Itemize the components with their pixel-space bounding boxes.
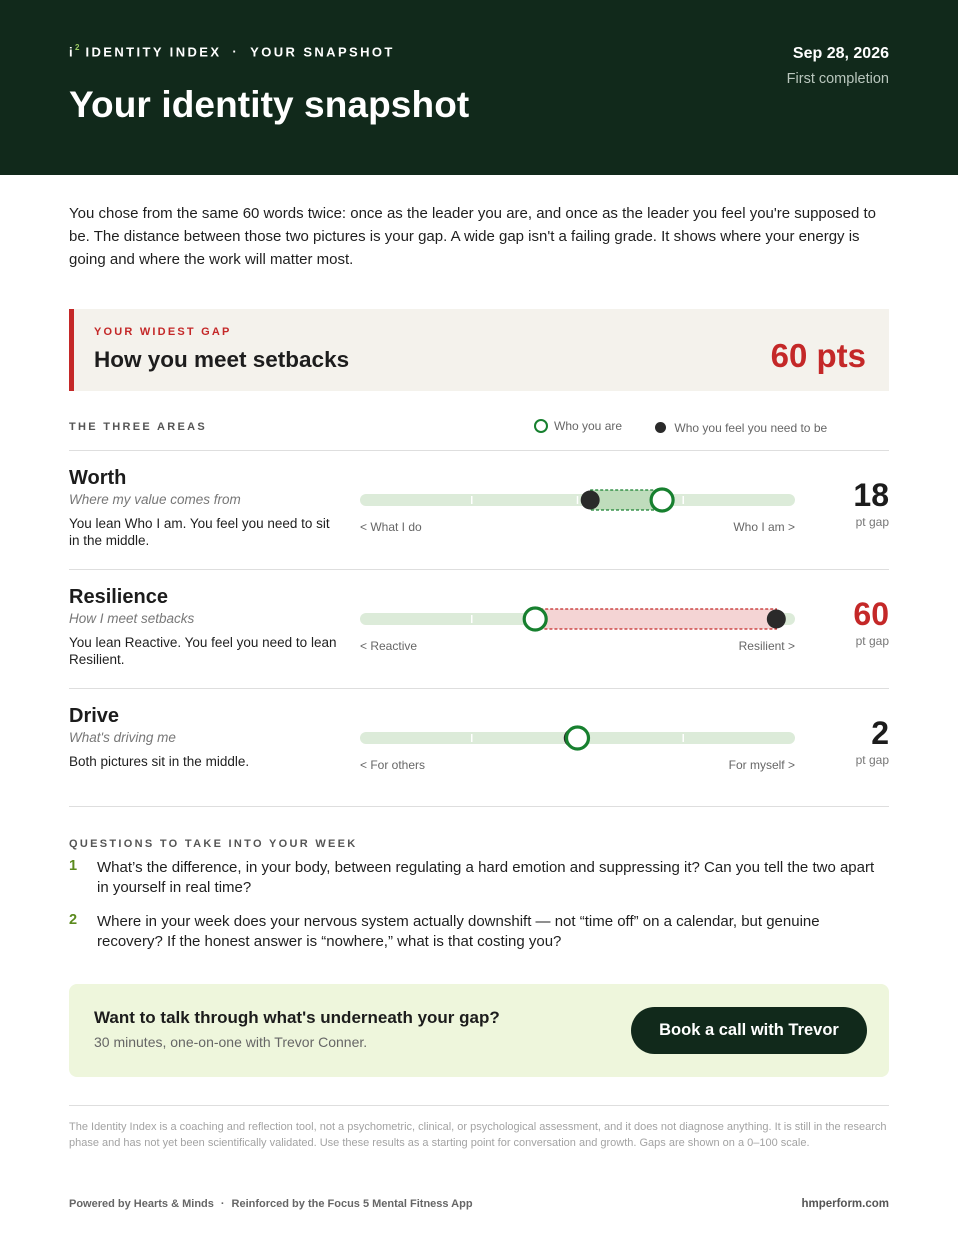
gap-band xyxy=(535,609,776,629)
completion-status: First completion xyxy=(786,71,889,87)
divider xyxy=(69,806,889,807)
filled-circle-icon xyxy=(655,422,666,433)
scale-left-label: < For others xyxy=(360,758,426,772)
powered-by: Powered by Hearts & Minds xyxy=(69,1198,214,1210)
legend xyxy=(534,419,827,436)
area-name: Resilience xyxy=(69,586,168,608)
widest-gap-name: How you meet setbacks xyxy=(94,347,350,372)
widest-gap-callout xyxy=(69,309,889,391)
question-text: What’s the difference, in your body, between regulating a hard emotion and suppressing it? Can you tell the two apart in yourself in real time? xyxy=(97,859,875,896)
gap-scale xyxy=(360,724,795,752)
areas-header: THE THREE AREAS xyxy=(69,421,207,433)
need-marker xyxy=(767,610,786,629)
website-link[interactable]: hmperform.com xyxy=(801,1198,889,1210)
area-subtitle: How I meet setbacks xyxy=(69,611,195,626)
call-to-action-card xyxy=(69,984,889,1077)
area-name: Drive xyxy=(69,705,120,727)
area-row-worth xyxy=(69,467,889,585)
are-marker xyxy=(524,608,546,630)
scale-right-label: Who I am > xyxy=(733,520,795,534)
disclaimer: The Identity Index is a coaching and reflection tool, not a psychometric, clinical, or psychological assessment, and it does not diagnose anything. It is still in the research phase and has not yet been scientifically validated. Use these results as a starting point for conversation and growth. Gaps are shown on a 0–100 scale. xyxy=(69,1121,887,1149)
completion-date: Sep 28, 2026 xyxy=(792,45,889,62)
open-circle-icon xyxy=(534,419,548,433)
need-marker xyxy=(581,491,600,510)
footer-separator: · xyxy=(220,1198,225,1210)
gap-scale xyxy=(360,486,795,514)
question-text: Where in your week does your nervous system actually downshift — not “time off” on a calendar, but genuine recovery? If the honest answer is “nowhere,” what is that costing you? xyxy=(97,913,820,950)
cta-subtitle: 30 minutes, one-on-one with Trevor Conner. xyxy=(94,1034,368,1050)
footer-credits xyxy=(69,1198,473,1210)
questions-header: QUESTIONS TO TAKE INTO YOUR WEEK xyxy=(69,838,358,850)
legend-item-are: Who you are xyxy=(534,419,622,433)
divider xyxy=(69,1105,889,1106)
area-description: You lean Who I am. You feel you need to sit in the middle. xyxy=(69,516,330,548)
are-marker xyxy=(567,727,589,749)
section-name: YOUR SNAPSHOT xyxy=(250,44,395,60)
gap-value: 18 xyxy=(853,477,889,513)
area-description: You lean Reactive. You feel you need to lean Resilient. xyxy=(69,635,337,667)
brand-bar xyxy=(69,44,395,59)
scale-left-label: < Reactive xyxy=(360,639,418,653)
legend-item-need: Who you feel you need to be xyxy=(625,421,827,435)
gap-value: 60 xyxy=(853,596,889,632)
gap-value: 2 xyxy=(871,715,889,751)
page-title: Your identity snapshot xyxy=(69,84,470,125)
gap-unit: pt gap xyxy=(855,515,889,529)
gap-unit: pt gap xyxy=(855,753,889,767)
question-number: 1 xyxy=(69,858,78,874)
scale-right-label: Resilient > xyxy=(738,639,795,653)
divider xyxy=(69,450,889,451)
cta-title: Want to talk through what's underneath your gap? xyxy=(94,1008,500,1027)
widest-gap-value: 60 pts xyxy=(770,337,866,374)
scale-right-label: For myself > xyxy=(728,758,795,772)
widest-gap-label: YOUR WIDEST GAP xyxy=(94,326,232,338)
reinforced-by: Reinforced by the Focus 5 Mental Fitness App xyxy=(231,1198,473,1210)
area-row-resilience xyxy=(69,586,889,704)
gap-scale xyxy=(360,605,795,633)
area-description: Both pictures sit in the middle. xyxy=(69,754,250,769)
area-name: Worth xyxy=(69,467,127,489)
are-marker xyxy=(651,489,673,511)
divider xyxy=(69,688,889,689)
identity-index-logo: $i^2$ xyxy=(69,43,80,60)
area-subtitle: What's driving me xyxy=(69,730,176,745)
gap-unit: pt gap xyxy=(855,634,889,648)
divider xyxy=(69,569,889,570)
brand-name: IDENTITY INDEX xyxy=(85,44,222,60)
scale-left-label: < What I do xyxy=(360,520,422,534)
area-subtitle: Where my value comes from xyxy=(69,492,241,507)
question-number: 2 xyxy=(69,912,78,928)
page-header xyxy=(0,0,958,175)
brand-separator: · xyxy=(232,44,240,60)
intro-paragraph: You chose from the same 60 words twice: once as the leader you are, and once as the leader you feel you're supposed to be. The distance between those two pictures is your gap. A wide gap isn't a failing grade. It shows where your energy is going and where the work will matter most. xyxy=(69,205,876,268)
book-call-button[interactable]: Book a call with Trevor xyxy=(631,1007,867,1054)
